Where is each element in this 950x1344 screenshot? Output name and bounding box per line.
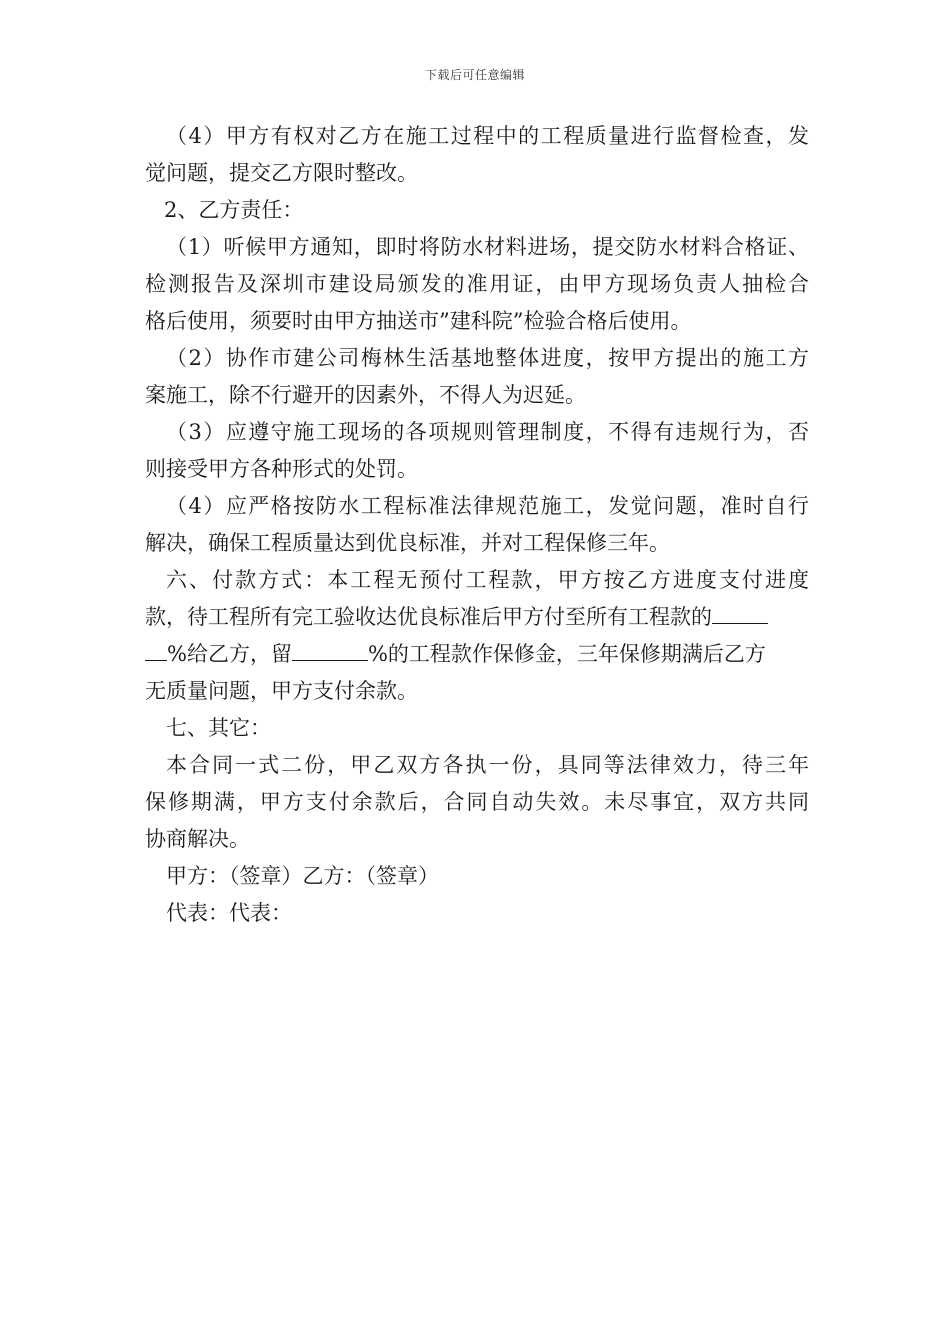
text-line: 觉问题，提交乙方限时整改。 [145,161,418,185]
page-header-note: 下载后可任意编辑 [424,68,525,82]
text-line: （3）应遵守施工现场的各项规则管理制度，不得有违规行为，否 [166,420,809,444]
signature-line: 甲方：（签章）乙方：（签章） [166,864,439,888]
text-line: 无质量问题，甲方支付余款。 [145,679,418,703]
text-line: （1）听候甲方通知，即时将防水材料进场，提交防水材料合格证、 [166,235,809,259]
text-line: 格后使用，须要时由甲方抽送市”建科院”检验合格后使用。 [145,309,692,333]
text-line-with-blanks [145,636,809,673]
fill-in-blank [292,640,368,661]
text-line: 本合同一式二份，甲乙双方各执一份，具同等法律效力，待三年 [166,753,809,777]
text-line-with-blank [145,599,809,636]
text-line: 保修期满，甲方支付余款后，合同自动失效。未尽事宜，双方共同 [145,790,809,814]
text-line: （4）甲方有权对乙方在施工过程中的工程质量进行监督检查，发 [166,124,809,148]
fill-in-blank [712,603,768,624]
text-segment: %的工程款作保修金，三年保修期满后乙方 [367,642,766,666]
text-line: （4）应严格按防水工程标准法律规范施工，发觉问题，准时自行 [166,494,809,518]
fill-in-blank [145,640,167,661]
text-line: 则接受甲方各种形式的处罚。 [145,457,418,481]
text-line: 案施工，除不行避开的因素外，不得人为迟延。 [145,383,586,407]
text-line: 检测报告及深圳市建设局颁发的准用证，由甲方现场负责人抽检合 [145,272,809,296]
text-line: 协商解决。 [145,827,250,851]
text-line: 六、付款方式：本工程无预付工程款，甲方按乙方进度支付进度 [166,568,809,592]
text-line: 解决，确保工程质量达到优良标准，并对工程保修三年。 [145,531,670,555]
text-segment: 款，待工程所有完工验收达优良标准后甲方付至所有工程款的 [145,605,712,629]
section-heading: 2、乙方责任： [164,198,304,222]
representative-line: 代表：代表： [166,901,292,925]
text-segment: %给乙方，留 [167,642,292,666]
text-line: （2）协作市建公司梅林生活基地整体进度，按甲方提出的施工方 [166,346,809,370]
document-body [145,118,809,932]
section-heading: 七、其它： [166,716,271,740]
